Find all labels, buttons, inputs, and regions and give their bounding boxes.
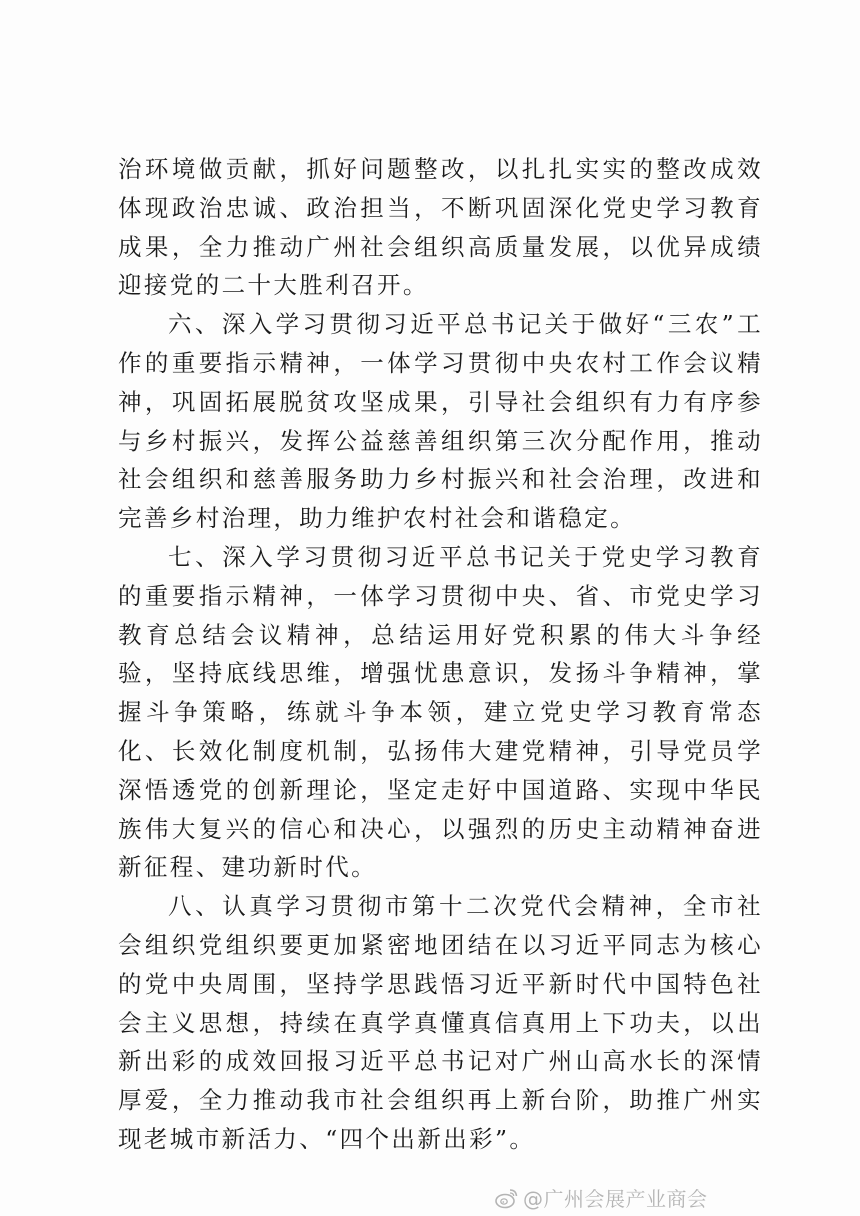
weibo-watermark [495,1183,708,1212]
weibo-icon [495,1187,519,1209]
watermark-text: @广州会展产业商会 [523,1187,708,1211]
document-body [118,150,763,1159]
paragraph-section-six: 六、深入学习贯彻习近平总书记关于做好“三农”工作的重要指示精神，一体学习贯彻中央农村工作会议精神，巩固拓展脱贫攻坚成果，引导社会组织有力有序参与乡村振兴，发挥公益慈善组织第三次分配作用，推动社会组织和慈善服务助力乡村振兴和社会治理，改进和完善乡村治理，助力维护农村社会和谐稳定。 [118,310,763,533]
paragraph-section-seven: 七、深入学习贯彻习近平总书记关于党史学习教育的重要指示精神，一体学习贯彻中央、省、市党史学习教育总结会议精神，总结运用好党积累的伟大斗争经验，坚持底线思维，增强忧患意识，发扬斗争精神，掌握斗争策略，练就斗争本领，建立党史学习教育常态化、长效化制度机制，弘扬伟大建党精神，引导党员学深悟透党的创新理论，坚定走好中国道路、实现中华民族伟大复兴的信心和决心，以强烈的历史主动精神奋进新征程、建功新时代。 [118,542,763,882]
paragraph-section-eight: 八、认真学习贯彻市第十二次党代会精神，全市社会组织党组织要更加紧密地团结在以习近平同志为核心的党中央周围，坚持学思践悟习近平新时代中国特色社会主义思想，持续在真学真懂真信真用上下功夫，以出新出彩的成效回报习近平总书记对广州山高水长的深情厚爱，全力推动我市社会组织再上新台阶，助推广州实现老城市新活力、“四个出新出彩”。 [118,892,763,1153]
paragraph-continuation: 治环境做贡献，抓好问题整改，以扎扎实实的整改成效体现政治忠诚、政治担当，不断巩固深化党史学习教育成果，全力推动广州社会组织高质量发展，以优异成绩迎接党的二十大胜利召开。 [118,155,763,300]
